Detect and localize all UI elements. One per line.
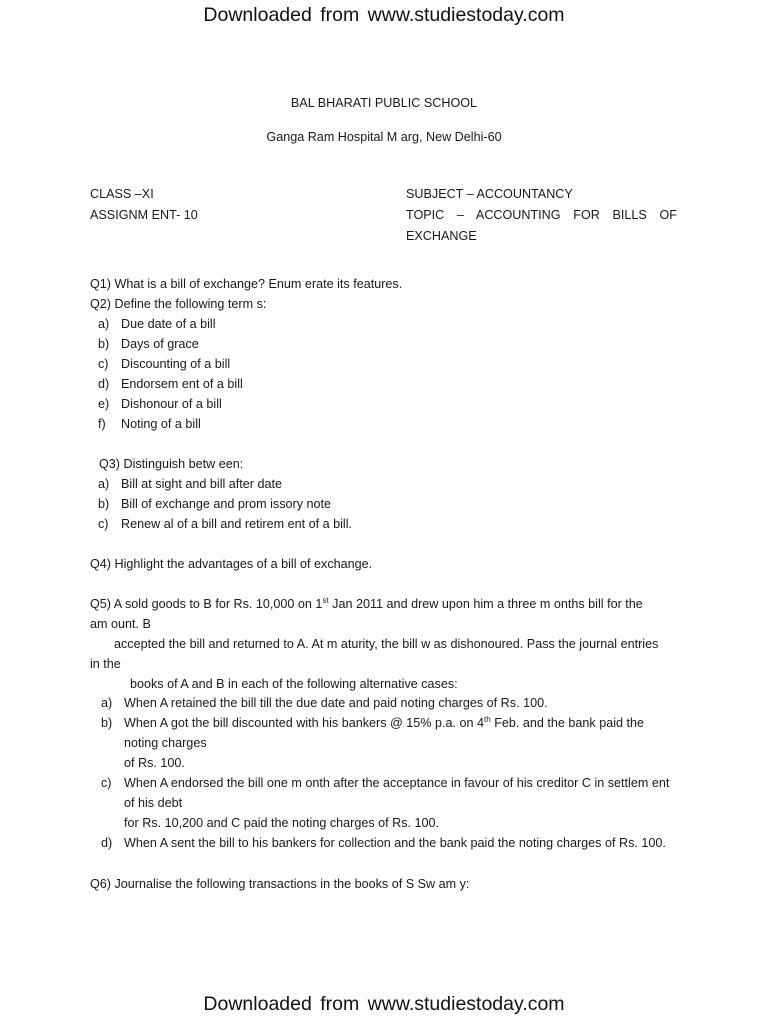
ordinal-suffix: th bbox=[484, 715, 491, 724]
list-item: Noting of a bill bbox=[121, 417, 201, 431]
question-5-line: books of A and B in each of the following alternative cases: bbox=[130, 677, 458, 691]
list-item-cont: for Rs. 10,200 and C paid the noting charges of Rs. 100. bbox=[124, 816, 440, 830]
list-marker: a) bbox=[98, 477, 110, 491]
school-address: Ganga Ram Hospital M arg, New Delhi-60 bbox=[266, 130, 502, 144]
question-2: Q2) Define the following term s: bbox=[90, 297, 267, 311]
question-1: Q1) What is a bill of exchange? Enum erate its features. bbox=[90, 277, 403, 291]
list-marker: d) bbox=[101, 836, 113, 850]
question-4: Q4) Highlight the advantages of a bill of exchange. bbox=[90, 557, 373, 571]
list-marker: c) bbox=[101, 776, 112, 790]
list-item: Endorsem ent of a bill bbox=[121, 377, 243, 391]
question-6: Q6) Journalise the following transactions in the books of S Sw am y: bbox=[90, 877, 470, 891]
question-3: Q3) Distinguish betw een: bbox=[99, 457, 244, 471]
list-item: Bill at sight and bill after date bbox=[121, 477, 283, 491]
list-item: When A endorsed the bill one m onth after the acceptance in favour of his creditor C in settlem ent bbox=[124, 776, 670, 790]
school-name: BAL BHARATI PUBLIC SCHOOL bbox=[290, 96, 478, 110]
list-marker: f) bbox=[98, 417, 106, 431]
question-5-line: am ount. B bbox=[90, 617, 151, 631]
list-item: When A retained the bill till the due date and paid noting charges of Rs. 100. bbox=[124, 696, 548, 710]
list-item: Bill of exchange and prom issory note bbox=[121, 497, 332, 511]
ordinal-suffix: st bbox=[322, 596, 329, 605]
list-item bbox=[124, 715, 644, 731]
question-5-text: Q5) A sold goods to B for Rs. 10,000 on 1 bbox=[90, 597, 323, 611]
header-banner: Downloaded from www.studiestoday.com bbox=[203, 4, 565, 26]
list-item-cont: noting charges bbox=[124, 736, 207, 750]
question-5-line bbox=[90, 596, 643, 612]
list-item: Dishonour of a bill bbox=[121, 397, 222, 411]
list-item: Discounting of a bill bbox=[121, 357, 231, 371]
list-marker: b) bbox=[98, 337, 110, 351]
list-marker: e) bbox=[98, 397, 110, 411]
footer-banner: Downloaded from www.studiestoday.com bbox=[203, 993, 565, 1015]
list-marker: a) bbox=[101, 696, 113, 710]
class-label: CLASS –XI bbox=[90, 187, 154, 201]
list-marker: a) bbox=[98, 317, 110, 331]
list-item: When A sent the bill to his bankers for collection and the bank paid the noting charges of Rs. 100. bbox=[124, 836, 666, 850]
list-item: Due date of a bill bbox=[121, 317, 216, 331]
subject-label: SUBJECT – ACCOUNTANCY bbox=[406, 187, 573, 201]
list-item-cont: of Rs. 100. bbox=[124, 756, 185, 770]
list-marker: d) bbox=[98, 377, 110, 391]
list-item: Renew al of a bill and retirem ent of a bill. bbox=[121, 517, 353, 531]
assignment-label: ASSIGNM ENT- 10 bbox=[90, 208, 198, 222]
list-marker: b) bbox=[98, 497, 110, 511]
list-item-text: Feb. and the bank paid the bbox=[490, 716, 645, 730]
question-5-line: accepted the bill and returned to A. At m aturity, the bill w as dishonoured. Pass the journal entries bbox=[114, 637, 659, 651]
topic-label: TOPIC – ACCOUNTING FOR BILLS OF bbox=[406, 208, 677, 222]
topic-label-cont: EXCHANGE bbox=[406, 229, 477, 243]
list-marker: b) bbox=[101, 716, 113, 730]
question-5-text: Jan 2011 and drew upon him a three m onths bill for the bbox=[328, 597, 643, 611]
question-5-line: in the bbox=[90, 657, 121, 671]
list-item: Days of grace bbox=[121, 337, 199, 351]
list-item-cont: of his debt bbox=[124, 796, 183, 810]
list-item-text: When A got the bill discounted with his bankers @ 15% p.a. on 4 bbox=[124, 716, 485, 730]
list-marker: c) bbox=[98, 357, 109, 371]
list-marker: c) bbox=[98, 517, 109, 531]
